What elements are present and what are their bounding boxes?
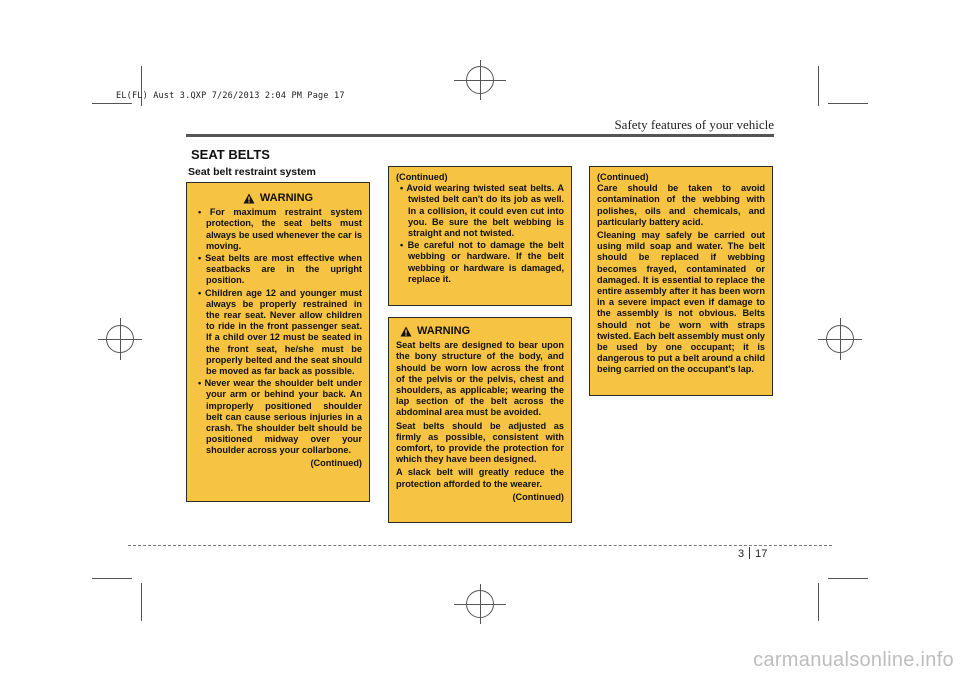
continued-label: (Continued) — [597, 172, 649, 182]
continued-label: (Continued) — [396, 172, 448, 182]
page-number-divider — [749, 547, 750, 559]
list-item: • Seat belts are most effective when seatbacks are in the upright position. — [194, 253, 362, 287]
page-number — [738, 547, 767, 560]
warning-title: WARNING — [417, 325, 471, 337]
warning-title: WARNING — [259, 192, 314, 204]
crop-mark — [828, 103, 868, 104]
list-item: • Never wear the shoulder belt under your arm or behind your back. An improperly positioned shoulder belt can cause serious injuries in a crash. The shoulder belt should be positioned midway over your shoulder across your collarbone. — [194, 378, 362, 456]
continued-label: (Continued) — [512, 491, 564, 502]
chapter-number: 3 — [738, 548, 745, 560]
crop-mark — [141, 583, 142, 621]
list-item: • Children age 12 and younger must always be properly restrained in the rear seat. Never allow children to ride in the front passenger seat. If a child over 12 must be seated in the front seat, he/she must be properly belted and the seat should be moved as far back as possible. — [194, 288, 362, 378]
continued-label: (Continued) — [310, 457, 362, 468]
warning-paragraph: Seat belts are designed to bear upon the bony structure of the body, and should be worn low across the front of the pelvis or the pelvis, chest and shoulders, as applicable; wearing the lap section of the belt across the abdominal area must be avoided. — [396, 340, 564, 418]
warning-triangle-icon — [400, 326, 412, 337]
crop-mark — [818, 66, 819, 106]
warning-box-1 — [186, 182, 370, 502]
crop-mark — [92, 578, 132, 579]
warning-paragraph: A slack belt will greatly reduce the protection afforded to the wearer. — [396, 467, 564, 489]
warning-triangle-icon — [243, 193, 255, 204]
warning-list — [194, 207, 362, 456]
continued-box-2 — [388, 166, 572, 306]
section-title: SEAT BELTS — [191, 147, 270, 162]
section-header: Safety features of your vehicle — [614, 117, 774, 132]
header-rule — [186, 134, 774, 137]
footer-rule — [128, 545, 832, 546]
warning-box-3 — [388, 317, 572, 523]
continued-list — [396, 183, 564, 285]
warning-paragraph: Seat belts should be adjusted as firmly as possible, consistent with comfort, to provide the protection for which they have been designed. — [396, 420, 564, 465]
crop-mark — [92, 103, 132, 104]
list-item: • Avoid wearing twisted seat belts. A twisted belt can't do its job as well. In a collision, it could even cut into you. Be sure the belt webbing is straight and not twisted. — [396, 183, 564, 239]
subtitle: Seat belt restraint system — [188, 166, 316, 178]
watermark: carmanualsonline.info — [753, 649, 954, 671]
list-item: • Be careful not to damage the belt webbing or hardware. If the belt webbing or hardware is damaged, replace it. — [396, 240, 564, 285]
warning-header — [194, 193, 362, 204]
continued-paragraph: Cleaning may safely be carried out using mild soap and water. The belt should be replaced if webbing becomes frayed, contaminated or damaged. It is essential to replace the entire assembly after it has been worn in a severe impact even if damage to the assembly is not obvious. Belts should not be worn with straps twisted. Each belt assembly must only be used by one occupant; it is dangerous to put a belt around a child being carried on the occupant's lap. — [597, 230, 765, 375]
crop-mark — [818, 583, 819, 621]
warning-header — [400, 326, 564, 337]
crop-mark — [828, 578, 868, 579]
list-item: • For maximum restraint system protection, the seat belts must always be used whenever the car is moving. — [194, 207, 362, 252]
continued-paragraph: Care should be taken to avoid contamination of the webbing with polishes, oils and chemicals, and particularly battery acid. — [597, 183, 765, 227]
print-slug: EL(FL) Aust 3.QXP 7/26/2013 2:04 PM Page 17 — [116, 91, 345, 101]
continued-box-4 — [589, 166, 773, 396]
page-number-value: 17 — [755, 548, 768, 560]
